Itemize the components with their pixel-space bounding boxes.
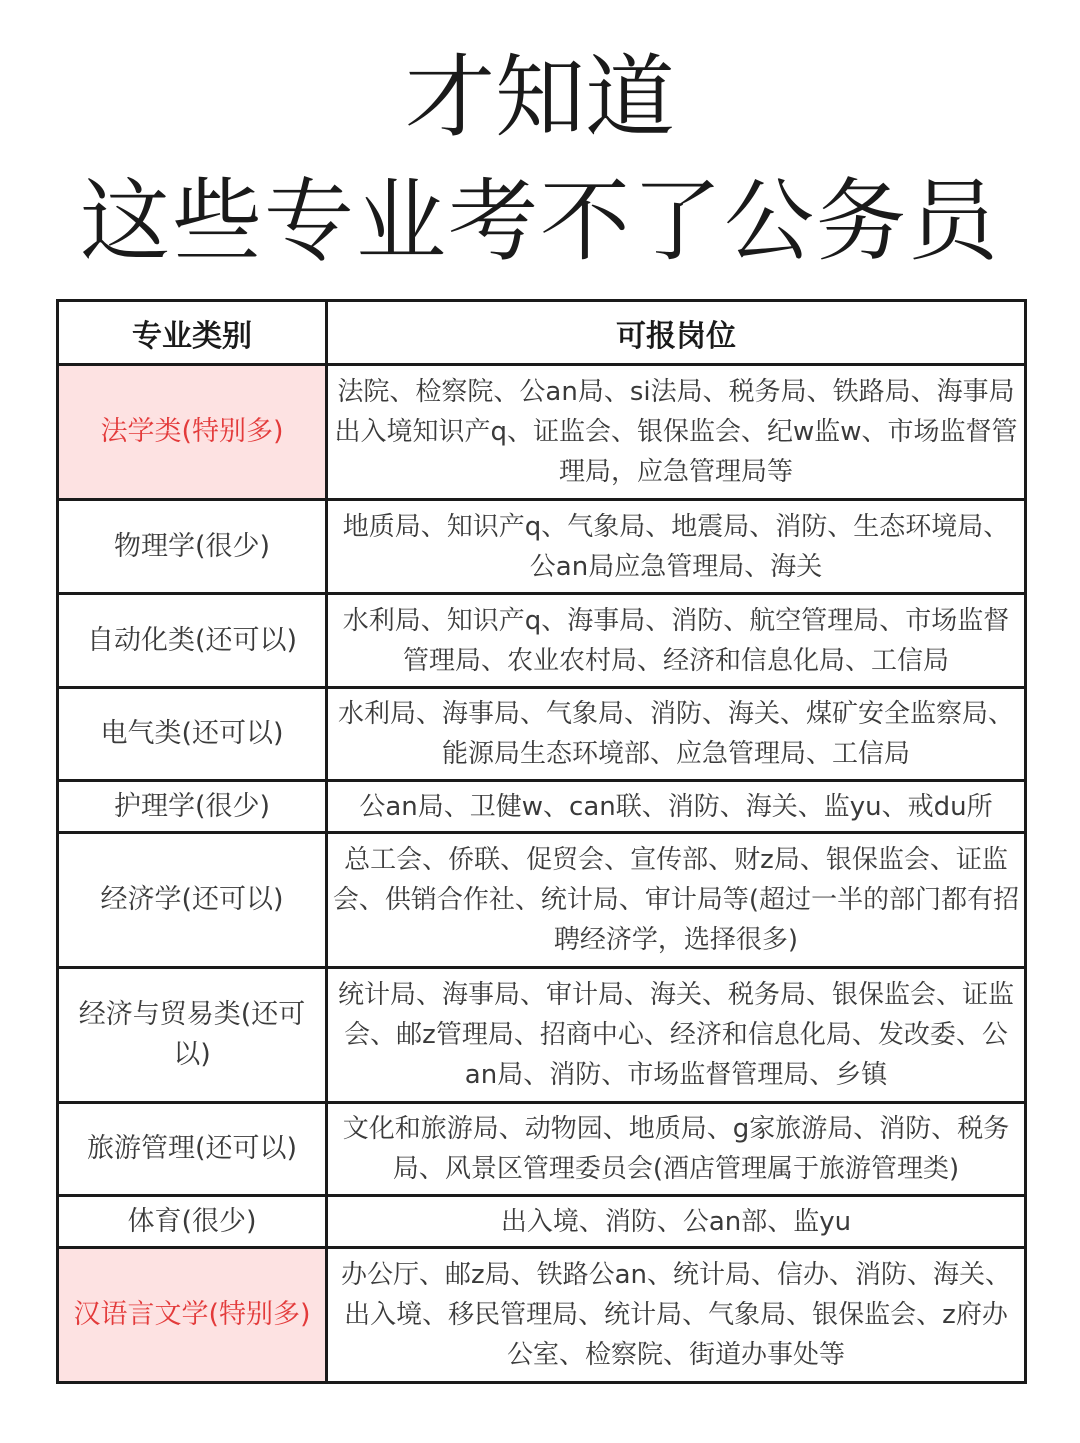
row-category: 电气类(还可以) <box>58 688 327 781</box>
row-category: 体育(很少) <box>58 1196 327 1248</box>
table-row <box>58 1248 1026 1383</box>
row-positions: 公an局、卫健w、can联、消防、海关、监yu、戒du所 <box>327 781 1026 833</box>
row-positions: 法院、检察院、公an局、si法局、税务局、铁路局、海事局出入境知识产q、证监会、银保监会、纪w监w、市场监督管理局，应急管理局等 <box>327 365 1026 500</box>
row-positions: 水利局、海事局、气象局、消防、海关、煤矿安全监察局、能源局生态环境部、应急管理局、工信局 <box>327 688 1026 781</box>
header-category: 专业类别 <box>58 301 327 365</box>
table-header-row <box>58 301 1026 365</box>
table-row <box>58 833 1026 968</box>
row-category: 旅游管理(还可以) <box>58 1103 327 1196</box>
row-positions: 地质局、知识产q、气象局、地震局、消防、生态环境局、公an局应急管理局、海关 <box>327 500 1026 594</box>
majors-table <box>56 299 1027 1384</box>
table-row <box>58 365 1026 500</box>
row-positions: 统计局、海事局、审计局、海关、税务局、银保监会、证监会、邮z管理局、招商中心、经济和信息化局、发改委、公an局、消防、市场监督管理局、乡镇 <box>327 968 1026 1103</box>
row-category: 经济与贸易类(还可以) <box>58 968 327 1103</box>
table-row <box>58 968 1026 1103</box>
row-positions: 水利局、知识产q、海事局、消防、航空管理局、市场监督管理局、农业农村局、经济和信息化局、工信局 <box>327 594 1026 688</box>
row-positions: 总工会、侨联、促贸会、宣传部、财z局、银保监会、证监会、供销合作社、统计局、审计局等(超过一半的部门都有招聘经济学，选择很多) <box>327 833 1026 968</box>
table-row <box>58 500 1026 594</box>
table-row <box>58 1196 1026 1248</box>
table-row <box>58 1103 1026 1196</box>
table-row <box>58 688 1026 781</box>
page-title-line-2: 这些专业考不了公务员 <box>80 169 1000 274</box>
row-positions: 出入境、消防、公an部、监yu <box>327 1196 1026 1248</box>
page-title-line-1: 才知道 <box>405 45 675 150</box>
row-category: 护理学(很少) <box>58 781 327 833</box>
row-category: 经济学(还可以) <box>58 833 327 968</box>
row-category: 汉语言文学(特别多) <box>58 1248 327 1383</box>
row-positions: 办公厅、邮z局、铁路公an、统计局、信办、消防、海关、出入境、移民管理局、统计局、气象局、银保监会、z府办公室、检察院、街道办事处等 <box>327 1248 1026 1383</box>
row-category: 物理学(很少) <box>58 500 327 594</box>
header-positions: 可报岗位 <box>327 301 1026 365</box>
table-row <box>58 781 1026 833</box>
row-category: 自动化类(还可以) <box>58 594 327 688</box>
row-category: 法学类(特别多) <box>58 365 327 500</box>
table-row <box>58 594 1026 688</box>
row-positions: 文化和旅游局、动物园、地质局、g家旅游局、消防、税务局、风景区管理委员会(酒店管理属于旅游管理类) <box>327 1103 1026 1196</box>
